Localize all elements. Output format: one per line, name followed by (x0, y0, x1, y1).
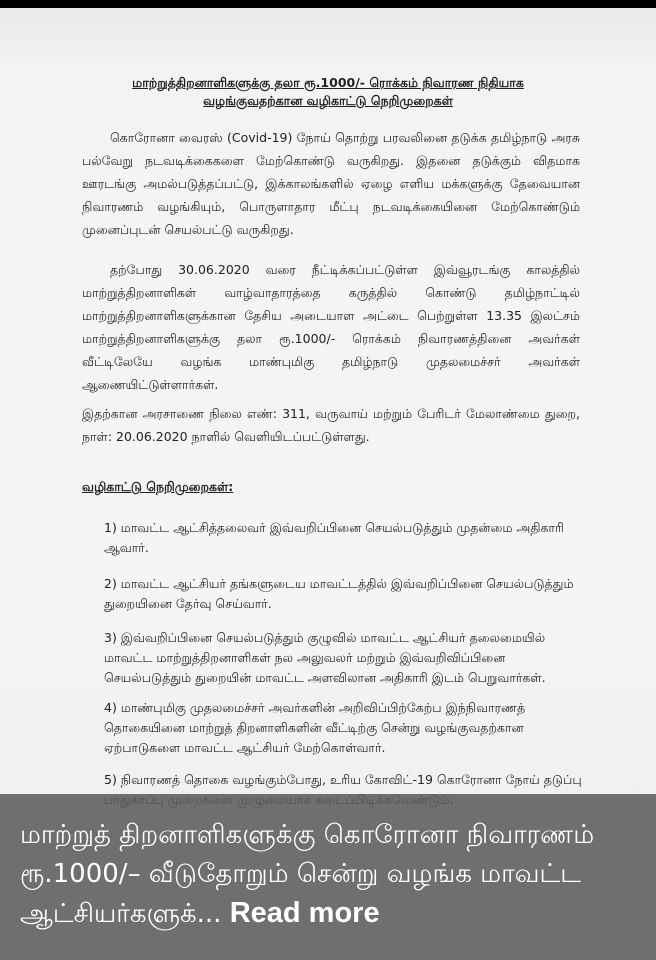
doc-paragraph-2: தற்போது 30.06.2020 வரை நீட்டிக்கப்பட்டுள்ள இவ்வூரடங்கு காலத்தில் மாற்றுத்திறனாளிகள் வாழ்வாதாரத்தை கருத்தில் கொண்டு தமிழ்நாட்டில் மாற்றுத்திறனாளிகளுக்கான தேசிய அடையாள அட்டை பெற்றுள்ள 13.35 இலட்சம் மாற்றுத்திறனாளிகளுக்கு தலா ரூ.1000/- ரொக்கம் நிவாரணத்தினை அவர்கள் வீட்டிலேயே வழங்க மாண்புமிகு தமிழ்நாடு முதலமைச்சர் அவர்கள் ஆணையிட்டுள்ளார்கள். (82, 262, 580, 392)
guideline-item-1: 1) மாவட்ட ஆட்சித்தலைவர் இவ்வறிப்பினை செயல்படுத்தும் முதன்மை அதிகாரி ஆவார். (104, 520, 565, 555)
read-more-link[interactable]: Read more (229, 897, 380, 929)
guidelines-heading: வழிகாட்டு நெறிமுறைகள்: (82, 479, 234, 494)
guideline-item-4: 4) மாண்புமிகு முதலமைச்சர் அவர்களின் அறிவிப்பிற்கேற்ப இந்நிவாரணத் தொகையினை மாற்றுத் திறனாளிகளின் வீட்டிற்கு சென்று வழங்குவதற்கான ஏற்பாடுகளை மாவட்ட ஆட்சியர் மேற்கொள்வார். (104, 700, 526, 755)
caption-overlay (0, 794, 656, 960)
guideline-item-5: 5) நிவாரணத் தொகை வழங்கும்போது, உரிய கோவிட்-19 கொரோனா நோய் தடுப்பு (104, 772, 582, 787)
guideline-item-3: 3) இவ்வறிப்பினை செயல்படுத்தும் குழுவில் மாவட்ட ஆட்சியர் தலைமையில் மாவட்ட மாற்றுத்திறனாளிகள் நல அலுவலர் மற்றும் இவ்வறிவிப்பினை செயல்படுத்தும் துறையின் மாவட்ட அளவிலான அதிகாரி இடம் பெறுவார்கள். (104, 630, 546, 685)
caption-text: மாற்றுத் திறனாளிகளுக்கு கொரோனா நிவாரணம் ரூ.1000/– வீடுதோறும் சென்று வழங்க மாவட்ட ஆட்சியர்களுக்... (20, 820, 595, 929)
document-image (0, 8, 656, 960)
doc-title-line2: வழங்குவதற்கான வழிகாட்டு நெறிமுறைகள் (203, 93, 453, 108)
guideline-item-2: 2) மாவட்ட ஆட்சியர் தங்களுடைய மாவட்டத்தில் இவ்வறிப்பினை செயல்படுத்தும் துறையினை தேர்வு செய்வார். (104, 576, 574, 611)
doc-paragraph-1: கொரோனா வைரஸ் (Covid-19) நோய் தொற்று பரவலினை தடுக்க தமிழ்நாடு அரசு பல்வேறு நடவடிக்கைகளை மேற்கொண்டு வருகிறது. இதனை தடுக்கும் விதமாக ஊரடங்கு அமல்படுத்தப்பட்டு, இக்காலங்களில் ஏழை எளிய மக்களுக்கு தேவையான நிவாரணம் வழங்கியும், பொருளாதார மீட்பு நடவடிக்கையினை மேற்கொண்டும் முனைப்புடன் செயல்பட்டு வருகிறது. (82, 130, 580, 237)
top-bar (0, 0, 656, 8)
doc-paragraph-3: இதற்கான அரசாணை நிலை எண்: 311, வருவாய் மற்றும் பேரிடர் மேலாண்மை துறை, நாள்: 20.06.2020 நாளில் வெளியிடப்பட்டுள்ளது. (82, 406, 580, 444)
doc-title-line1: மாற்றுத்திறனாளிகளுக்கு தலா ரூ.1000/- ரொக்கம் நிவாரண நிதியாக (132, 75, 524, 90)
caption-text-wrapper (20, 816, 650, 934)
